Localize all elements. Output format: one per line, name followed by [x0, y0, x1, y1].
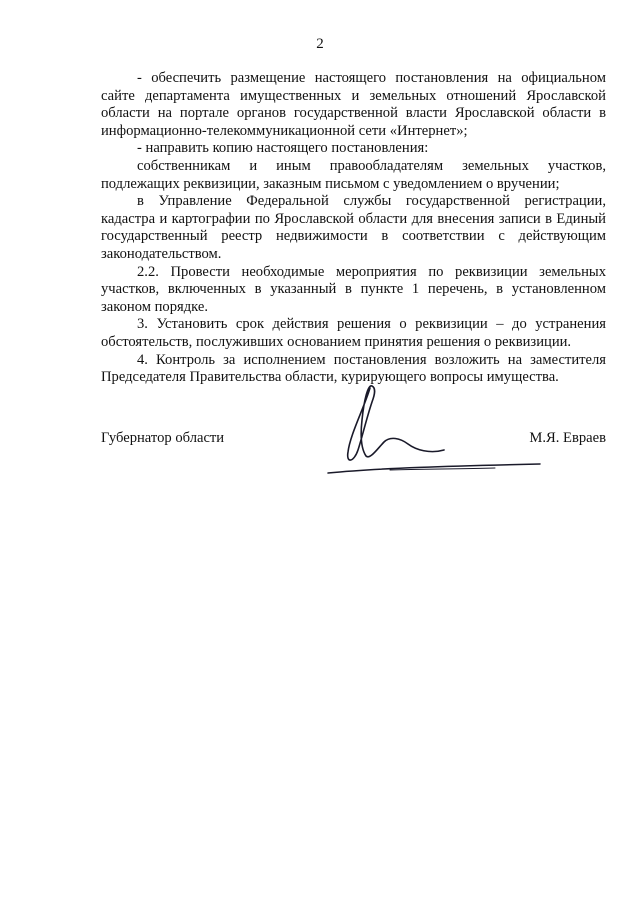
paragraph-rosreestr: в Управление Федеральной службы государственной регистрации, кадастра и картографии по Ярославской области для внесения записи в Единый государственный реестр недвижимости в соответствии с действующим законодательством. — [101, 193, 606, 262]
signatory-name: М.Я. Евраев — [529, 430, 606, 446]
handwritten-signature — [320, 380, 550, 480]
paragraph-send-copy: - направить копию настоящего постановления: — [137, 140, 429, 157]
paragraph-3: 3. Установить срок действия решения о реквизиции – до устранения обстоятельств, послуживших основанием принятия решения о реквизиции. — [101, 316, 606, 350]
paragraph-publish: - обеспечить размещение настоящего постановления на официальном сайте департамента имущественных и земельных отношений Ярославской области на портале органов государственной власти Ярославской области в информационно-телекоммуникационной сети «Интернет»; — [101, 70, 606, 139]
paragraph-4: 4. Контроль за исполнением постановления возложить на заместителя Председателя Правительства области, курирующего вопросы имущества. — [101, 351, 606, 386]
paragraph-2-2: 2.2. Провести необходимые мероприятия по реквизиции земельных участков, включенных в указанный в пункте 1 перечень, в установленном законом порядке. — [101, 263, 606, 315]
page-number: 2 — [316, 36, 324, 52]
paragraph-owners: собственникам и иным правообладателям земельных участков, подлежащих реквизиции, заказным письмом с уведомлением о вручении; — [101, 157, 606, 192]
document-body — [101, 70, 606, 387]
signatory-title: Губернатор области — [101, 430, 225, 446]
